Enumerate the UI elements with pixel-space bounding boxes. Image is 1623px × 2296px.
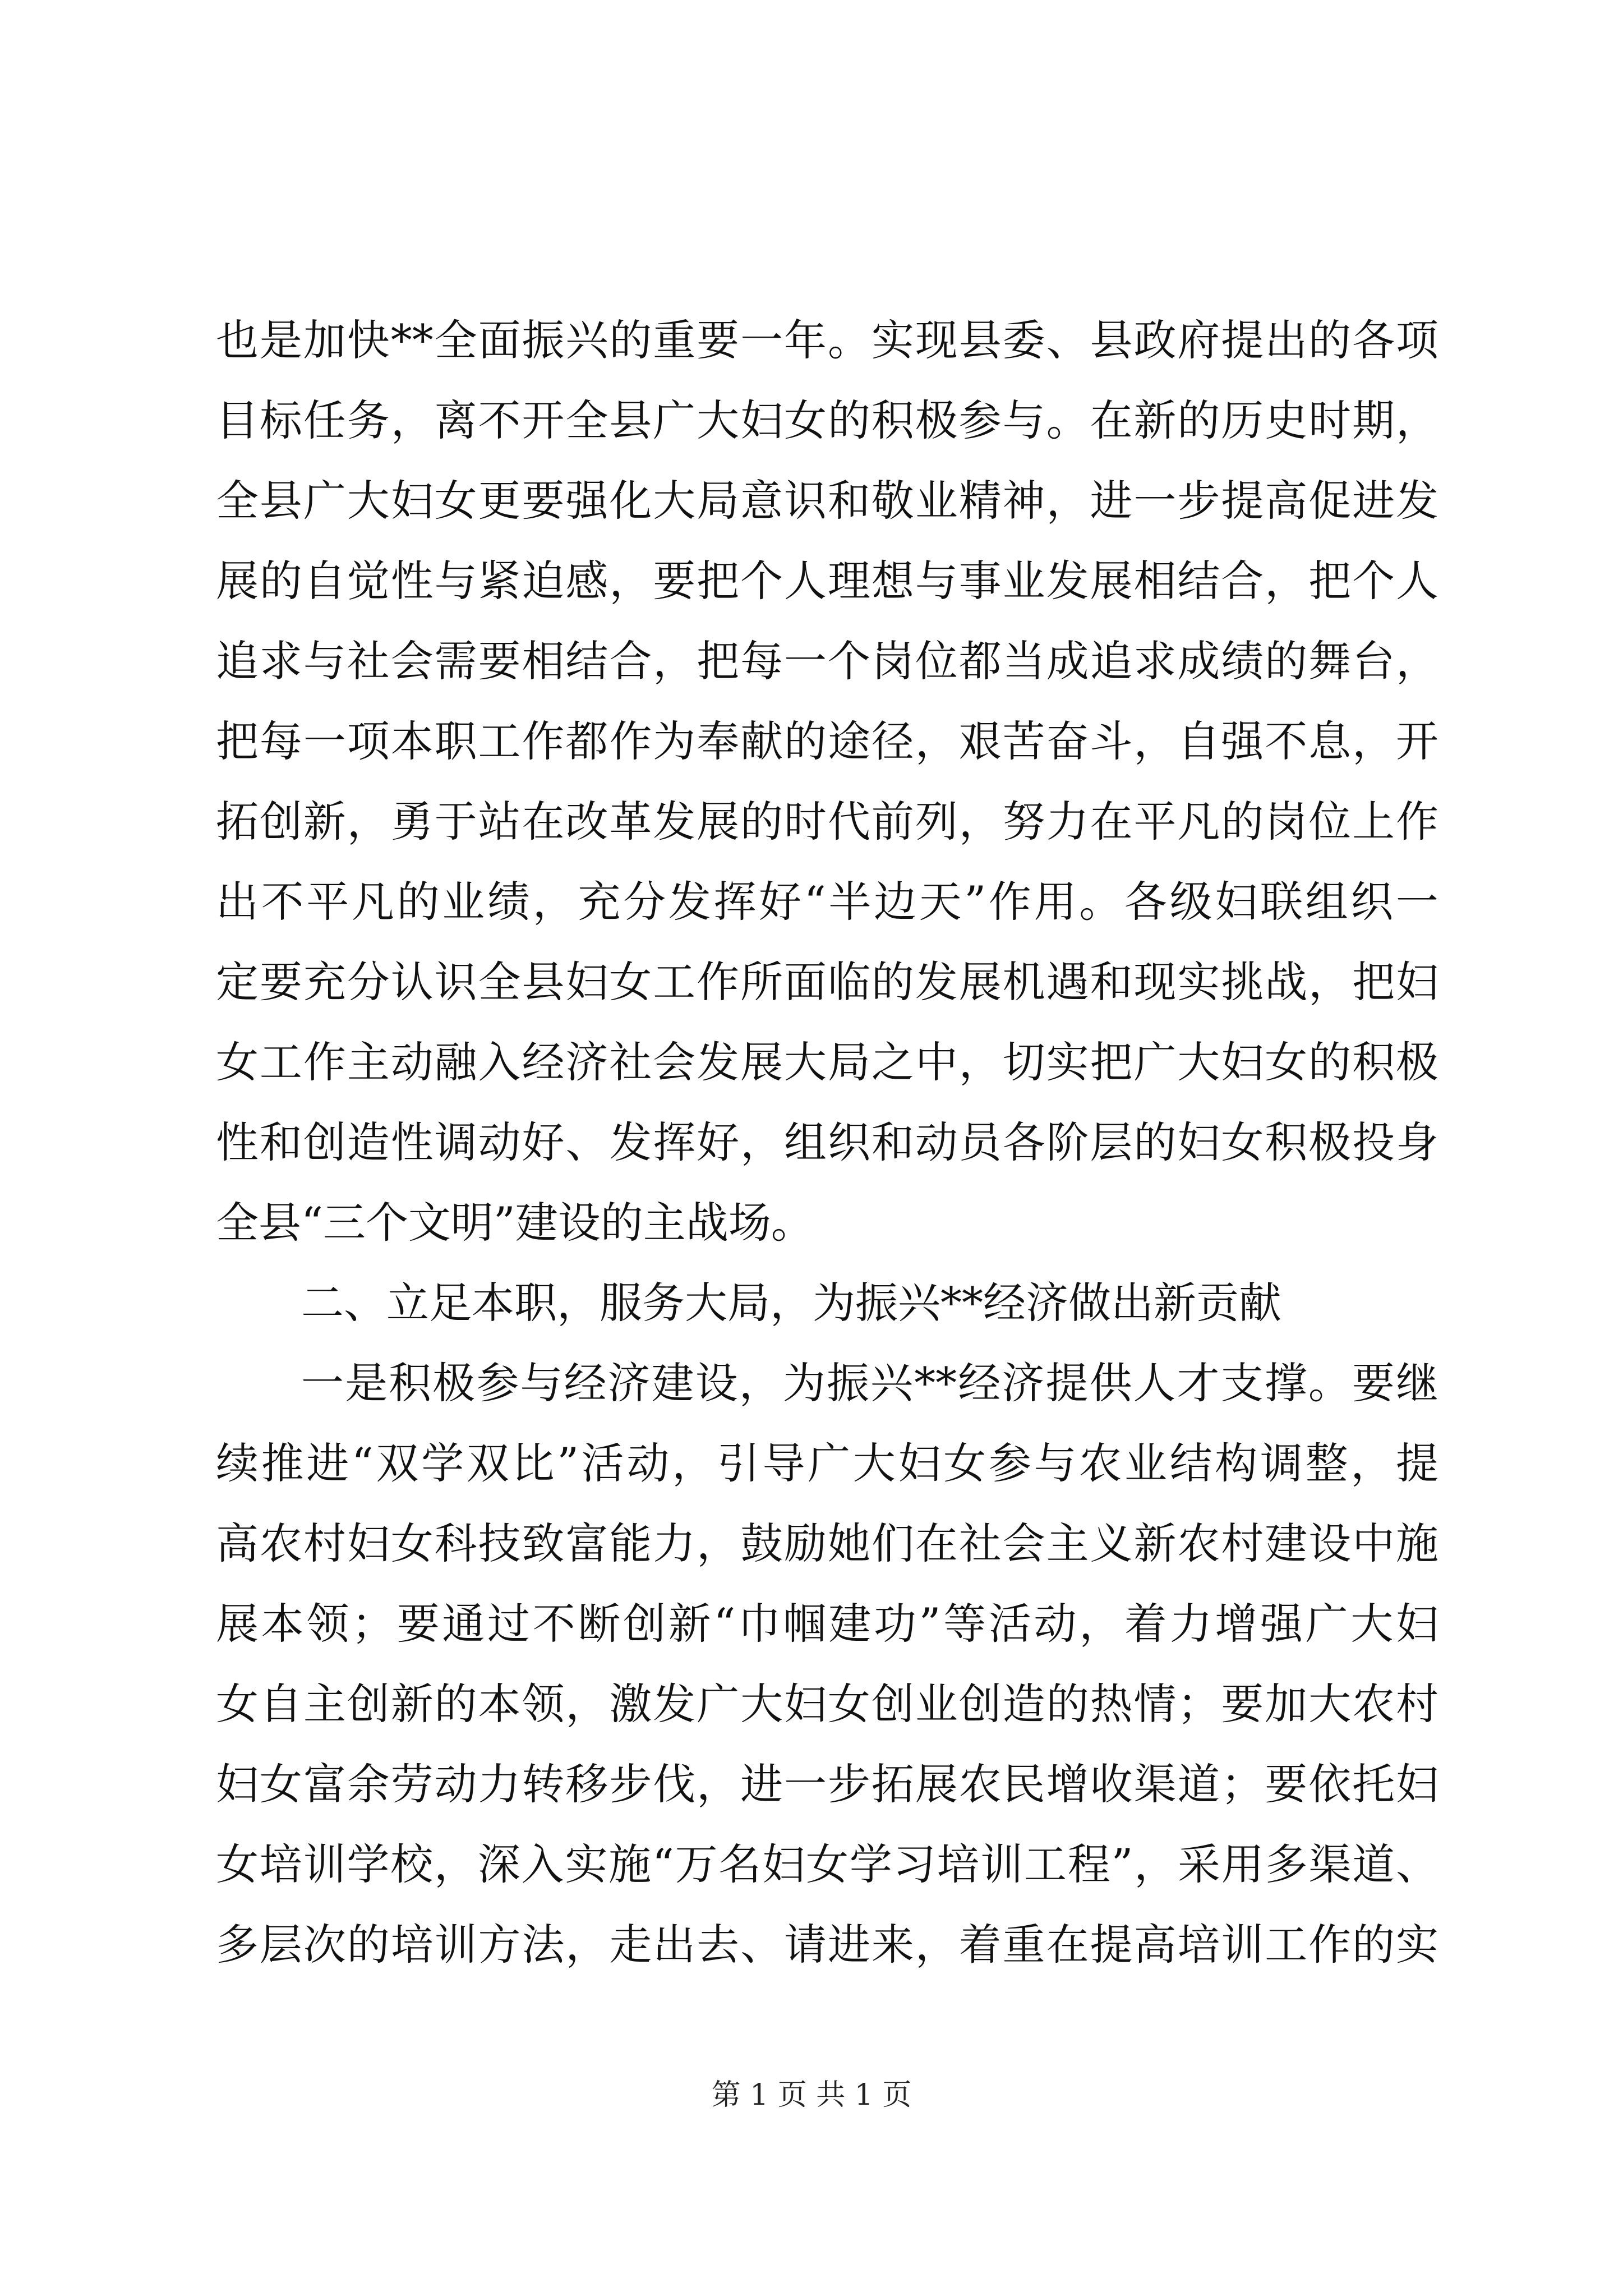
body-text	[216, 300, 1438, 1985]
text-line: 高农村妇女科技致富能力，鼓励她们在社会主义新农村建设中施	[216, 1519, 1438, 1568]
text-line: 女工作主动融入经济社会发展大局之中，切实把广大妇女的积极	[216, 1037, 1438, 1087]
text-line: 续推进“双学双比”活动，引导广大妇女参与农业结构调整，提	[216, 1438, 1438, 1488]
text-line: 把每一项本职工作都作为奉献的途径，艰苦奋斗，自强不息，开	[216, 716, 1438, 766]
text-line: 目标任务，离不开全县广大妇女的积极参与。在新的历史时期，	[216, 395, 1438, 445]
text-line: 多层次的培训方法，走出去、请进来，着重在提高培训工作的实	[216, 1920, 1438, 1970]
text-line: 全县“三个文明”建设的主战场。	[216, 1198, 814, 1248]
text-line: 一是积极参与经济建设，为振兴**经济提供人才支撑。要继	[301, 1358, 1438, 1408]
text-line: 全县广大妇女更要强化大局意识和敬业精神，进一步提高促进发	[216, 476, 1438, 526]
text-line: 出不平凡的业绩，充分发挥好“半边天”作用。各级妇联组织一	[216, 877, 1438, 927]
text-line: 性和创造性调动好、发挥好，组织和动员各阶层的妇女积极投身	[216, 1117, 1438, 1167]
text-line: 定要充分认识全县妇女工作所面临的发展机遇和现实挑战，把妇	[216, 957, 1438, 1007]
text-line: 展的自觉性与紧迫感，要把个人理想与事业发展相结合，把个人	[216, 556, 1438, 606]
text-line: 女自主创新的本领，激发广大妇女创业创造的热情；要加大农村	[216, 1679, 1438, 1729]
text-line: 展本领；要通过不断创新“巾帼建功”等活动，着力增强广大妇	[216, 1599, 1438, 1649]
text-line: 追求与社会需要相结合，把每一个岗位都当成追求成绩的舞台，	[216, 636, 1438, 686]
section-heading: 二、立足本职，服务大局，为振兴**经济做出新贡献	[301, 1278, 1281, 1328]
text-line: 拓创新，勇于站在改革发展的时代前列，努力在平凡的岗位上作	[216, 797, 1438, 846]
text-line: 女培训学校，深入实施“万名妇女学习培训工程”，采用多渠道、	[216, 1839, 1438, 1889]
text-line: 也是加快**全面振兴的重要一年。实现县委、县政府提出的各项	[216, 315, 1438, 365]
text-line: 妇女富余劳动力转移步伐，进一步拓展农民增收渠道；要依托妇	[216, 1759, 1438, 1809]
page-footer: 第 1 页 共 1 页	[711, 2078, 912, 2112]
